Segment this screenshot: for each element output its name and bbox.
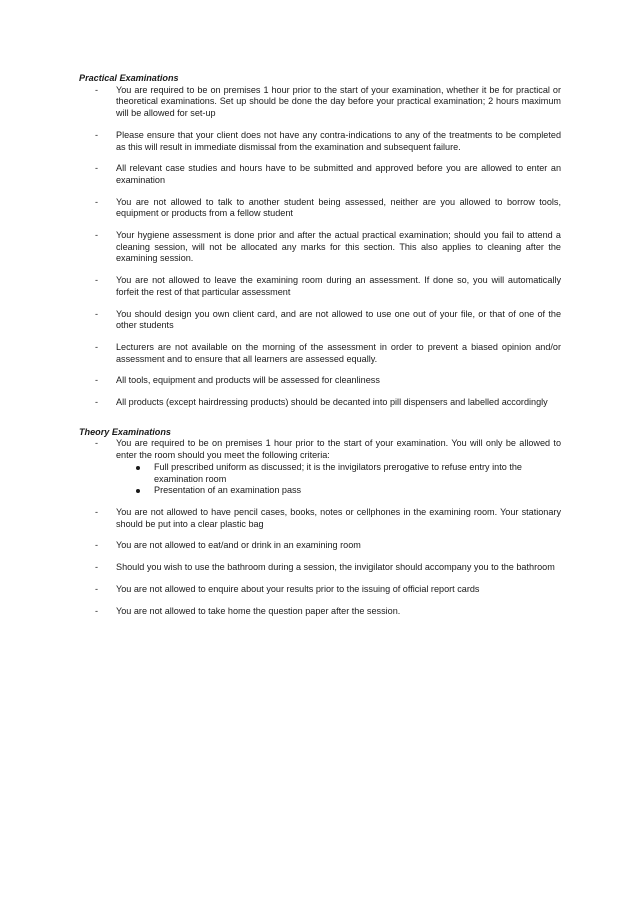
theory-rule-item	[79, 562, 561, 574]
practical-rule-item	[79, 397, 561, 409]
dash-marker: -	[95, 196, 99, 207]
criteria-item	[116, 485, 561, 497]
theory-rule-item	[79, 584, 561, 596]
dash-marker: -	[95, 540, 99, 551]
theory-rule-text: You are not allowed to eat/and or drink in an examining room	[116, 540, 361, 551]
theory-rule-text: You are not allowed to have pencil cases, books, notes or cellphones in the examining room. Your stationary should be put into a clear plastic bag	[116, 506, 561, 529]
theory-rule-text: You are not allowed to enquire about your results prior to the issuing of official report cards	[116, 583, 480, 594]
practical-rule-item	[79, 197, 561, 220]
practical-rule-item	[79, 275, 561, 298]
practical-examinations-heading: Practical Examinations	[79, 73, 179, 83]
practical-rule-item	[79, 163, 561, 186]
practical-rules-list	[79, 85, 561, 409]
theory-rule-item	[79, 507, 561, 530]
dash-marker: -	[95, 163, 99, 174]
dash-marker: -	[95, 375, 99, 386]
dash-marker: -	[95, 275, 99, 286]
theory-rules-list	[79, 438, 561, 617]
dash-marker: -	[95, 308, 99, 319]
bullet-dot-icon	[136, 466, 140, 470]
theory-rule-item	[79, 606, 561, 618]
criteria-text: Presentation of an examination pass	[154, 485, 302, 496]
dash-marker: -	[95, 230, 99, 241]
practical-rule-text: All products (except hairdressing products) should be decanted into pill dispensers and labelled accordingly	[116, 397, 548, 408]
section-spacer	[79, 419, 561, 427]
dash-marker: -	[95, 583, 99, 594]
criteria-item	[116, 462, 561, 485]
theory-rule-item	[79, 438, 561, 497]
dash-marker: -	[95, 605, 99, 616]
practical-rule-item	[79, 375, 561, 387]
practical-rule-item	[79, 230, 561, 265]
practical-rule-text: You are not allowed to leave the examining room during an assessment. If done so, you will automatically forfeit the rest of that particular assessment	[116, 275, 561, 297]
dash-marker: -	[95, 341, 99, 352]
theory-rule-text: You are required to be on premises 1 hour prior to the start of your examination. You will only be allowed to enter the room should you meet the following criteria:	[116, 438, 561, 461]
practical-rule-item	[79, 309, 561, 332]
criteria-text: Full prescribed uniform as discussed; it is the invigilators prerogative to refuse entry into the examination room	[154, 461, 522, 484]
dash-marker: -	[95, 506, 99, 517]
practical-rule-item	[79, 342, 561, 365]
practical-rule-text: You are required to be on premises 1 hour prior to the start of your examination, whether it be for practical or theoretical examinations. Set up should be done the day before your practical examination; 2 hours maximum will be allowed for set-up	[116, 84, 561, 119]
dash-marker: -	[95, 84, 99, 95]
practical-rule-text: You should design you own client card, and are not allowed to use one out of your file, or that of one of the other students	[116, 308, 561, 331]
practical-rule-item	[79, 130, 561, 153]
practical-rule-item	[79, 85, 561, 120]
practical-rule-text: Lecturers are not available on the morning of the assessment in order to prevent a biased opinion and/or assessment and to ensure that all learners are assessed equally.	[116, 341, 561, 364]
practical-rule-text: All tools, equipment and products will be assessed for cleanliness	[116, 375, 380, 386]
practical-rule-text: Your hygiene assessment is done prior and after the actual practical examination; should you fail to attend a cleaning session, will not be allocated any marks for this section. This also applies to cleaning after the examining session.	[116, 230, 561, 264]
practical-rule-text: Please ensure that your client does not have any contra-indications to any of the treatments to be completed as this will result in immediate dismissal from the examination and subsequent failure.	[116, 129, 561, 152]
dash-marker: -	[95, 562, 99, 573]
theory-rule-item	[79, 540, 561, 552]
bullet-dot-icon	[136, 489, 140, 493]
theory-examinations-heading: Theory Examinations	[79, 426, 171, 437]
theory-rule-text: You are not allowed to take home the question paper after the session.	[116, 605, 401, 616]
practical-rule-text: All relevant case studies and hours have to be submitted and approved before you are allowed to enter an examination	[116, 163, 561, 185]
dash-marker: -	[95, 397, 99, 408]
practical-rule-text: You are not allowed to talk to another student being assessed, neither are you allowed to borrow tools, equipment or products from a fellow student	[116, 196, 561, 219]
dash-marker: -	[95, 129, 99, 140]
document-content	[79, 73, 561, 627]
theory-rule-text: Should you wish to use the bathroom during a session, the invigilator should accompany you to the bathroom	[116, 562, 555, 573]
dash-marker: -	[95, 438, 99, 449]
entry-criteria-list	[116, 462, 561, 497]
